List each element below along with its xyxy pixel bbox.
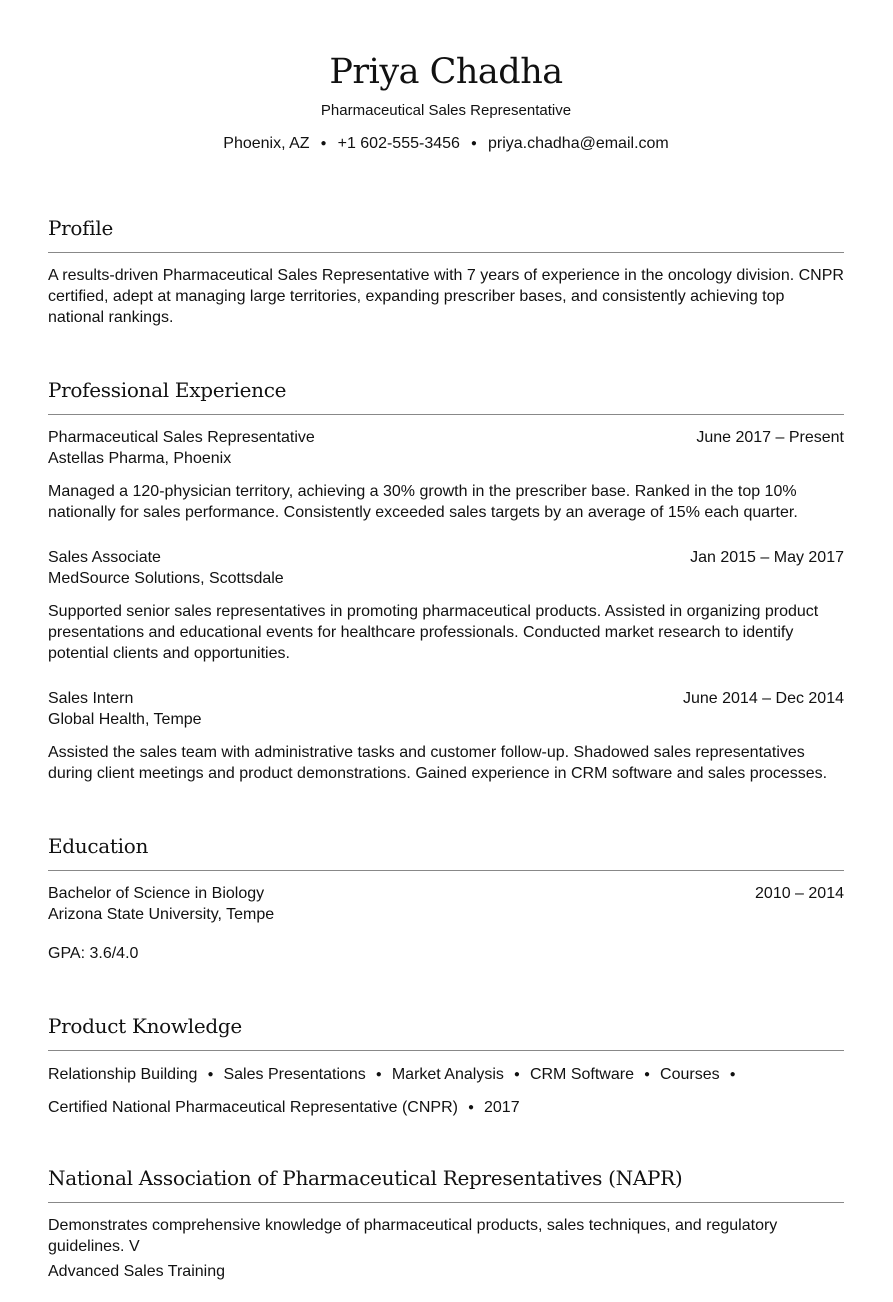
separator-dot: ●	[320, 138, 327, 149]
certification: Certified National Pharmaceutical Representative (CNPR)	[48, 1099, 458, 1116]
section-heading: National Association of Pharmaceutical Representatives (NAPR)	[48, 1164, 844, 1203]
product-knowledge-section	[48, 1012, 844, 1124]
job-entry	[48, 688, 844, 784]
skill-item: Relationship Building	[48, 1066, 198, 1083]
job-company: Astellas Pharma, Phoenix	[48, 450, 232, 467]
section-heading: Profile	[48, 214, 844, 253]
job-entry	[48, 427, 844, 523]
gpa: GPA: 3.6/4.0	[48, 945, 139, 962]
section-heading: Education	[48, 832, 844, 871]
separator-dot: ●	[470, 138, 477, 149]
resume-page	[48, 0, 844, 1302]
napr-section	[48, 1164, 844, 1282]
separator-dot: ●	[375, 1069, 382, 1080]
job-description: Assisted the sales team with administrative tasks and customer follow-up. Shadowed sales representatives during client meetings and product demonstrations. Gained experience in CRM software and sales processes.	[48, 744, 828, 782]
skill-item: Market Analysis	[391, 1066, 504, 1083]
job-dates: Jan 2015 – May 2017	[690, 549, 844, 566]
job-entry	[48, 547, 844, 664]
candidate-name: Priya Chadha	[329, 52, 563, 92]
advanced-sales-training-text: Advanced Sales Training	[48, 1263, 225, 1280]
separator-dot: ●	[643, 1069, 651, 1080]
separator-dot: ●	[207, 1069, 214, 1080]
location: Phoenix, AZ	[223, 135, 310, 152]
job-title: Sales Associate	[48, 549, 161, 566]
section-heading: Professional Experience	[48, 376, 844, 415]
email: priya.chadha@email.com	[487, 135, 669, 152]
job-title: Pharmaceutical Sales Representative	[48, 429, 315, 446]
experience-section	[48, 376, 844, 784]
separator-dot: ●	[513, 1069, 520, 1080]
skill-item: CRM Software	[529, 1066, 634, 1083]
resume-header	[48, 0, 844, 166]
job-title: Pharmaceutical Sales Representative	[320, 102, 572, 119]
profile-text: A results-driven Pharmaceutical Sales Representative with 7 years of experience in the oncology division. CNPR certified, adept at managing large territories, expanding prescriber bases, and consistently achieving top national rankings.	[48, 267, 844, 326]
section-heading: Product Knowledge	[48, 1012, 844, 1051]
profile-section	[48, 214, 844, 328]
job-company: Global Health, Tempe	[48, 711, 202, 728]
education-entry	[48, 883, 844, 964]
certification-year: 2017	[484, 1099, 520, 1116]
education-section	[48, 832, 844, 964]
job-description: Supported senior sales representatives in promoting pharmaceutical products. Assisted in organizing product presentations and educational events for healthcare professionals. Conducted market research to identify potential clients and opportunities.	[48, 603, 819, 662]
separator-dot: ●	[729, 1069, 736, 1080]
skills-list	[48, 1058, 844, 1124]
school: Arizona State University, Tempe	[48, 906, 275, 923]
separator-dot: ●	[467, 1102, 474, 1113]
skill-item: Sales Presentations	[223, 1066, 366, 1083]
job-description: Managed a 120-physician territory, achieving a 30% growth in the prescriber base. Ranked in the top 10% nationally for sales performance. Consistently exceeded sales targets by an average of 15% each quarter.	[48, 483, 798, 521]
job-company: MedSource Solutions, Scottsdale	[48, 570, 284, 587]
napr-description: Demonstrates comprehensive knowledge of pharmaceutical products, sales techniques, and regulatory guidelines. V	[48, 1217, 778, 1255]
job-dates: June 2017 – Present	[696, 429, 844, 446]
job-dates: June 2014 – Dec 2014	[682, 690, 844, 707]
contact-line	[48, 134, 844, 154]
job-title: Sales Intern	[48, 690, 134, 707]
degree: Bachelor of Science in Biology	[48, 885, 265, 902]
education-dates: 2010 – 2014	[755, 885, 844, 902]
phone: +1 602-555-3456	[337, 135, 460, 152]
skill-item: Courses	[660, 1066, 720, 1083]
